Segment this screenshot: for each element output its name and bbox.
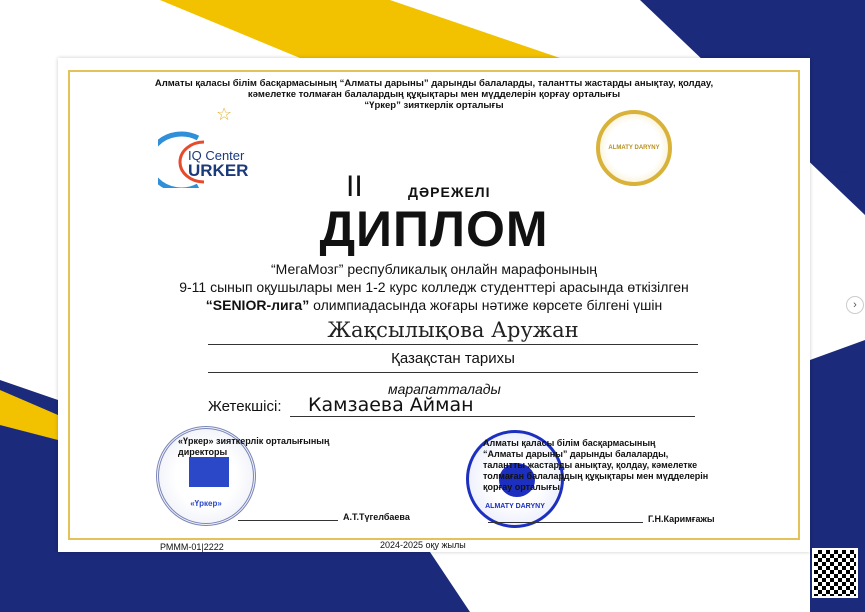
degree-numeral: II — [346, 170, 363, 203]
signature-line — [488, 522, 643, 523]
body-line: 9-11 сынып оқушылары мен 1-2 курс колледж студенттері арасында өткізілген — [179, 279, 689, 295]
supervisor-label: Жетекшісі: — [208, 398, 282, 415]
signer-title: талантты жастарды анықтау, қолдау, кәмелетке — [483, 460, 698, 470]
signature-line — [238, 520, 338, 521]
stamp-text: ALMATY DARYNY — [485, 503, 545, 510]
book-icon — [189, 457, 229, 487]
league-name: “SENIOR-лига” — [205, 297, 310, 313]
signer-title: «Үркер» зияткерлік орталығының — [178, 436, 330, 446]
seal-text: ALMATY DARYNY — [608, 145, 660, 151]
divider — [290, 416, 695, 417]
stamp-text: «Үркер» — [190, 499, 222, 508]
signer-title: “Алматы дарыны” дарынды балаларды, — [483, 449, 669, 459]
recipient-name: Жақсылықова Аружан — [327, 318, 579, 342]
chevron-right-icon: › — [853, 299, 857, 311]
body-line: олимпиадасында жоғары нәтиже көрсете білгені үшін — [309, 297, 663, 313]
issuer-header — [58, 78, 810, 111]
diploma-title: ДИПЛОМ — [319, 201, 549, 257]
signer-title: толмаған балалардың құқықтары мен мүдделерін — [483, 471, 709, 481]
almaty-daryny-seal — [596, 110, 672, 186]
qr-code — [812, 548, 858, 598]
divider — [208, 372, 698, 373]
iq-center-logo — [158, 108, 268, 188]
logo-text: URKER — [188, 161, 249, 180]
diploma — [58, 58, 810, 552]
header-line: Алматы қаласы білім басқармасының “Алматы дарыны” дарынды балаларды, талантты жастарды анықтау, қолдау, — [154, 78, 714, 89]
logo-text: IQ Center — [188, 148, 245, 163]
svg-text:☆: ☆ — [216, 108, 233, 124]
header-line: кәмелетке толмаған балалардың құқықтары мен мүдделерін қорғау орталығы — [247, 89, 621, 100]
next-arrow-button[interactable] — [846, 296, 864, 314]
signer-title: қорғау орталығы — [483, 482, 560, 492]
signer-title: Алматы қаласы білім басқармасының — [483, 438, 656, 448]
awarded-text: марапатталады — [388, 381, 501, 397]
divider — [208, 344, 698, 345]
supervisor-name: Камзаева Айман — [308, 394, 474, 416]
signer-title: директоры — [178, 447, 228, 457]
signer-name: А.Т.Түгелбаева — [343, 512, 410, 522]
academic-year: 2024-2025 оқу жылы — [380, 540, 466, 550]
header-line: “Үркер” зияткерлік орталығы — [364, 100, 504, 111]
body-line: “МегаМозг” республикалық онлайн марафонының — [270, 261, 598, 277]
subject: Қазақстан тарихы — [391, 350, 515, 367]
degree-word: ДӘРЕЖЕЛІ — [408, 184, 491, 200]
document-code: РМММ-01|2222 — [160, 542, 224, 552]
signer-name: Г.Н.Каримғажы — [648, 514, 715, 524]
